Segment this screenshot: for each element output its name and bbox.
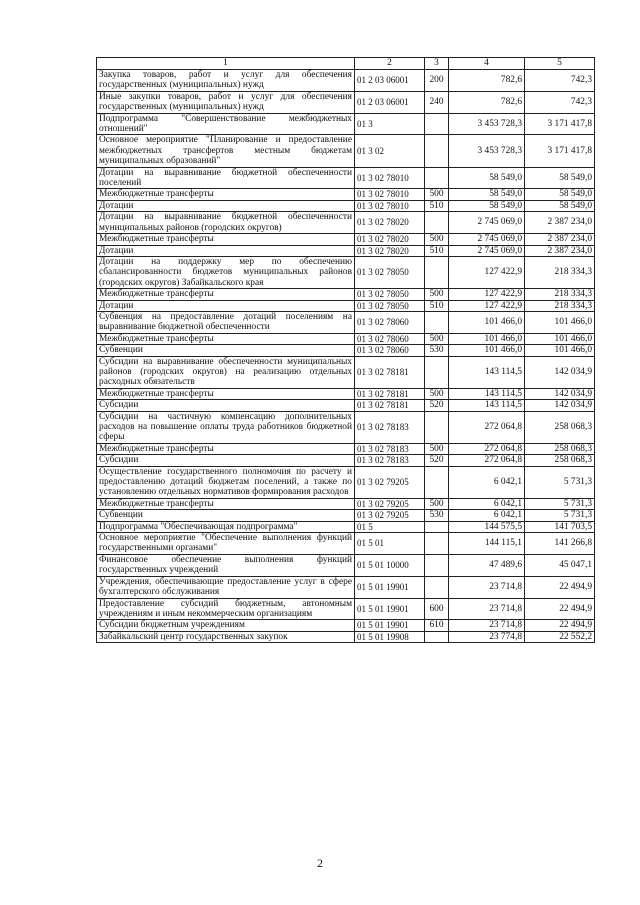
row-type [425,554,449,576]
row-type: 520 [425,455,449,466]
row-type [425,466,449,498]
row-name: Субсидии на выравнивание обеспеченности муниципальных районов (городских округов) на реализацию отдельных расходных обязательств [97,356,355,388]
row-code: 01 3 02 78181 [355,400,425,411]
row-type: 500 [425,498,449,509]
row-type [425,167,449,189]
row-value-2: 101 466,0 [525,311,595,333]
row-value-2: 142 034,9 [525,400,595,411]
row-name: Иные закупки товаров, работ и услуг для обеспечения государственных (муниципальных) нужд [97,91,355,113]
row-value-1: 272 064,8 [449,411,525,443]
row-name: Межбюджетные трансферты [97,189,355,200]
row-code: 01 3 02 78181 [355,388,425,399]
row-value-1: 23 774,8 [449,631,525,642]
row-type [425,533,449,555]
row-value-2: 742,3 [525,91,595,113]
table-row [97,135,595,167]
row-type: 200 [425,70,449,92]
table-row [97,466,595,498]
row-value-2: 101 466,0 [525,345,595,356]
row-type [425,631,449,642]
row-value-2: 5 731,3 [525,510,595,521]
row-value-2: 5 731,3 [525,498,595,509]
row-value-1: 127 422,9 [449,289,525,300]
table-row [97,598,595,620]
row-name: Межбюджетные трансферты [97,443,355,454]
row-type [425,576,449,598]
row-value-1: 6 042,1 [449,466,525,498]
row-value-1: 3 453 728,3 [449,135,525,167]
table-row [97,91,595,113]
header-col-5: 5 [525,58,595,70]
table-row [97,388,595,399]
row-name: Межбюджетные трансферты [97,388,355,399]
row-value-1: 143 114,5 [449,356,525,388]
row-type: 530 [425,510,449,521]
row-type: 610 [425,620,449,631]
row-code: 01 5 01 19901 [355,598,425,620]
table-row [97,200,595,211]
row-name: Межбюджетные трансферты [97,289,355,300]
row-code: 01 3 [355,113,425,135]
row-value-1: 127 422,9 [449,256,525,288]
row-code: 01 2 03 06001 [355,91,425,113]
table-row [97,533,595,555]
row-value-1: 101 466,0 [449,333,525,344]
row-code: 01 3 02 78020 [355,212,425,234]
row-value-1: 3 453 728,3 [449,113,525,135]
table-row [97,356,595,388]
row-code: 01 5 01 19908 [355,631,425,642]
row-value-2: 22 494,9 [525,576,595,598]
table-row [97,510,595,521]
row-value-1: 2 745 069,0 [449,234,525,245]
row-type: 500 [425,443,449,454]
row-value-1: 47 489,6 [449,554,525,576]
row-value-1: 272 064,8 [449,455,525,466]
row-code: 01 3 02 78010 [355,200,425,211]
row-name: Дотации на поддержку мер по обеспечению сбалансированности бюджетов муниципальных районов (городских округов) Забайкальского края [97,256,355,288]
table-row [97,311,595,333]
row-value-1: 127 422,9 [449,300,525,311]
row-code: 01 5 01 19901 [355,620,425,631]
row-code: 01 2 03 06001 [355,70,425,92]
row-type [425,256,449,288]
row-code: 01 3 02 78010 [355,189,425,200]
row-type [425,113,449,135]
table-row [97,245,595,256]
row-type [425,311,449,333]
row-name: Предоставление субсидий бюджетным, автономным учреждениям и иным некоммерческим организациям [97,598,355,620]
header-col-4: 4 [449,58,525,70]
row-code: 01 5 01 10000 [355,554,425,576]
row-value-2: 141 266,8 [525,533,595,555]
row-name: Учреждения, обеспечивающие предоставление услуг в сфере бухгалтерского обслуживания [97,576,355,598]
row-value-2: 3 171 417,8 [525,135,595,167]
page-number: 2 [317,856,323,870]
row-value-1: 58 549,0 [449,167,525,189]
row-name: Субсидии [97,455,355,466]
row-type [425,212,449,234]
row-code: 01 3 02 78060 [355,311,425,333]
table-row [97,443,595,454]
table-row [97,521,595,532]
row-code: 01 3 02 79205 [355,498,425,509]
table-row [97,167,595,189]
row-value-1: 6 042,1 [449,510,525,521]
row-value-1: 101 466,0 [449,345,525,356]
row-value-1: 143 114,5 [449,400,525,411]
table-row [97,620,595,631]
row-type [425,135,449,167]
row-code: 01 5 [355,521,425,532]
row-value-2: 2 387 234,0 [525,245,595,256]
row-value-2: 58 549,0 [525,189,595,200]
row-value-1: 782,6 [449,70,525,92]
row-value-2: 142 034,9 [525,388,595,399]
header-col-2: 2 [355,58,425,70]
row-type: 500 [425,234,449,245]
row-type: 510 [425,245,449,256]
row-code: 01 3 02 78183 [355,443,425,454]
table-row [97,234,595,245]
row-type: 510 [425,300,449,311]
row-code: 01 3 02 78050 [355,289,425,300]
row-name: Межбюджетные трансферты [97,234,355,245]
row-code: 01 3 02 78020 [355,245,425,256]
row-value-2: 218 334,3 [525,300,595,311]
row-code: 01 3 02 78183 [355,455,425,466]
row-type: 510 [425,200,449,211]
row-code: 01 3 02 78181 [355,356,425,388]
row-name: Подпрограмма "Совершенствование межбюджетных отношений" [97,113,355,135]
row-code: 01 3 02 78060 [355,345,425,356]
row-code: 01 5 01 19901 [355,576,425,598]
row-value-2: 141 703,5 [525,521,595,532]
row-type: 600 [425,598,449,620]
header-col-3: 3 [425,58,449,70]
row-value-2: 258 068,3 [525,411,595,443]
row-name: Дотации на выравнивание бюджетной обеспеченности поселений [97,167,355,189]
row-value-2: 5 731,3 [525,466,595,498]
row-value-2: 22 494,9 [525,598,595,620]
row-value-2: 58 549,0 [525,167,595,189]
row-value-1: 2 745 069,0 [449,245,525,256]
row-value-2: 258 068,3 [525,443,595,454]
row-value-1: 23 714,8 [449,598,525,620]
table-row [97,289,595,300]
table-row [97,333,595,344]
row-type [425,356,449,388]
row-value-2: 258 068,3 [525,455,595,466]
row-value-1: 101 466,0 [449,311,525,333]
row-value-2: 2 387 234,0 [525,212,595,234]
budget-table [96,57,595,643]
row-value-2: 742,3 [525,70,595,92]
row-value-1: 272 064,8 [449,443,525,454]
row-type: 500 [425,189,449,200]
row-name: Субсидии на частичную компенсацию дополнительных расходов на повышение оплаты труда работников бюджетной сферы [97,411,355,443]
row-value-1: 23 714,8 [449,620,525,631]
row-code: 01 3 02 78050 [355,300,425,311]
row-value-2: 58 549,0 [525,200,595,211]
row-name: Закупка товаров, работ и услуг для обеспечения государственных (муниципальных) нужд [97,70,355,92]
row-code: 01 3 02 78020 [355,234,425,245]
row-code: 01 3 02 78050 [355,256,425,288]
table-row [97,498,595,509]
row-name: Финансовое обеспечение выполнения функций государственных учреждений [97,554,355,576]
row-name: Осуществление государственного полномочия по расчету и предоставлению дотаций бюджетам поселений, а также по установлению отдельных нормативов формирования расходов [97,466,355,498]
row-type: 530 [425,345,449,356]
row-value-2: 22 494,9 [525,620,595,631]
table-row [97,631,595,642]
row-type [425,521,449,532]
row-code: 01 3 02 78183 [355,411,425,443]
row-name: Межбюджетные трансферты [97,333,355,344]
table-row [97,400,595,411]
row-name: Субсидии бюджетным учреждениям [97,620,355,631]
row-name: Дотации [97,200,355,211]
row-value-1: 2 745 069,0 [449,212,525,234]
row-value-2: 45 047,1 [525,554,595,576]
row-code: 01 3 02 79205 [355,510,425,521]
row-value-1: 144 115,1 [449,533,525,555]
row-value-2: 22 552,2 [525,631,595,642]
row-value-2: 101 466,0 [525,333,595,344]
row-name: Подпрограмма "Обеспечивающая подпрограмма" [97,521,355,532]
table-row [97,300,595,311]
row-value-1: 58 549,0 [449,189,525,200]
row-value-1: 6 042,1 [449,498,525,509]
row-code: 01 3 02 79205 [355,466,425,498]
row-name: Основное мероприятие "Планирование и предоставление межбюджетных трансфертов местным бюджетам муниципальных образований" [97,135,355,167]
table-row [97,411,595,443]
row-name: Дотации [97,245,355,256]
table-row [97,455,595,466]
row-value-1: 58 549,0 [449,200,525,211]
row-value-1: 782,6 [449,91,525,113]
row-name: Дотации на выравнивание бюджетной обеспеченности муниципальных районов (городских округов) [97,212,355,234]
row-value-1: 144 575,5 [449,521,525,532]
header-col-1: 1 [97,58,355,70]
table-row [97,70,595,92]
table-row [97,113,595,135]
row-code: 01 3 02 78010 [355,167,425,189]
row-name: Субвенция на предоставление дотаций поселениям на выравнивание бюджетной обеспеченности [97,311,355,333]
row-value-2: 142 034,9 [525,356,595,388]
row-value-2: 2 387 234,0 [525,234,595,245]
row-code: 01 3 02 [355,135,425,167]
row-code: 01 3 02 78060 [355,333,425,344]
row-value-2: 218 334,3 [525,289,595,300]
row-type: 500 [425,289,449,300]
row-type: 500 [425,333,449,344]
row-name: Субсидии [97,400,355,411]
row-name: Забайкальский центр государственных закупок [97,631,355,642]
row-name: Дотации [97,300,355,311]
row-type: 520 [425,400,449,411]
table-row [97,345,595,356]
table-row [97,554,595,576]
row-type: 500 [425,388,449,399]
row-value-1: 23 714,8 [449,576,525,598]
row-type: 240 [425,91,449,113]
row-value-2: 218 334,3 [525,256,595,288]
table-row [97,256,595,288]
table-header-row [97,58,595,70]
table-row [97,576,595,598]
row-value-2: 3 171 417,8 [525,113,595,135]
row-name: Основное мероприятие "Обеспечение выполнения функций государственными органами" [97,533,355,555]
row-name: Субвенции [97,510,355,521]
row-code: 01 5 01 [355,533,425,555]
row-value-1: 143 114,5 [449,388,525,399]
row-name: Межбюджетные трансферты [97,498,355,509]
table-row [97,189,595,200]
row-type [425,411,449,443]
row-name: Субвенции [97,345,355,356]
table-row [97,212,595,234]
